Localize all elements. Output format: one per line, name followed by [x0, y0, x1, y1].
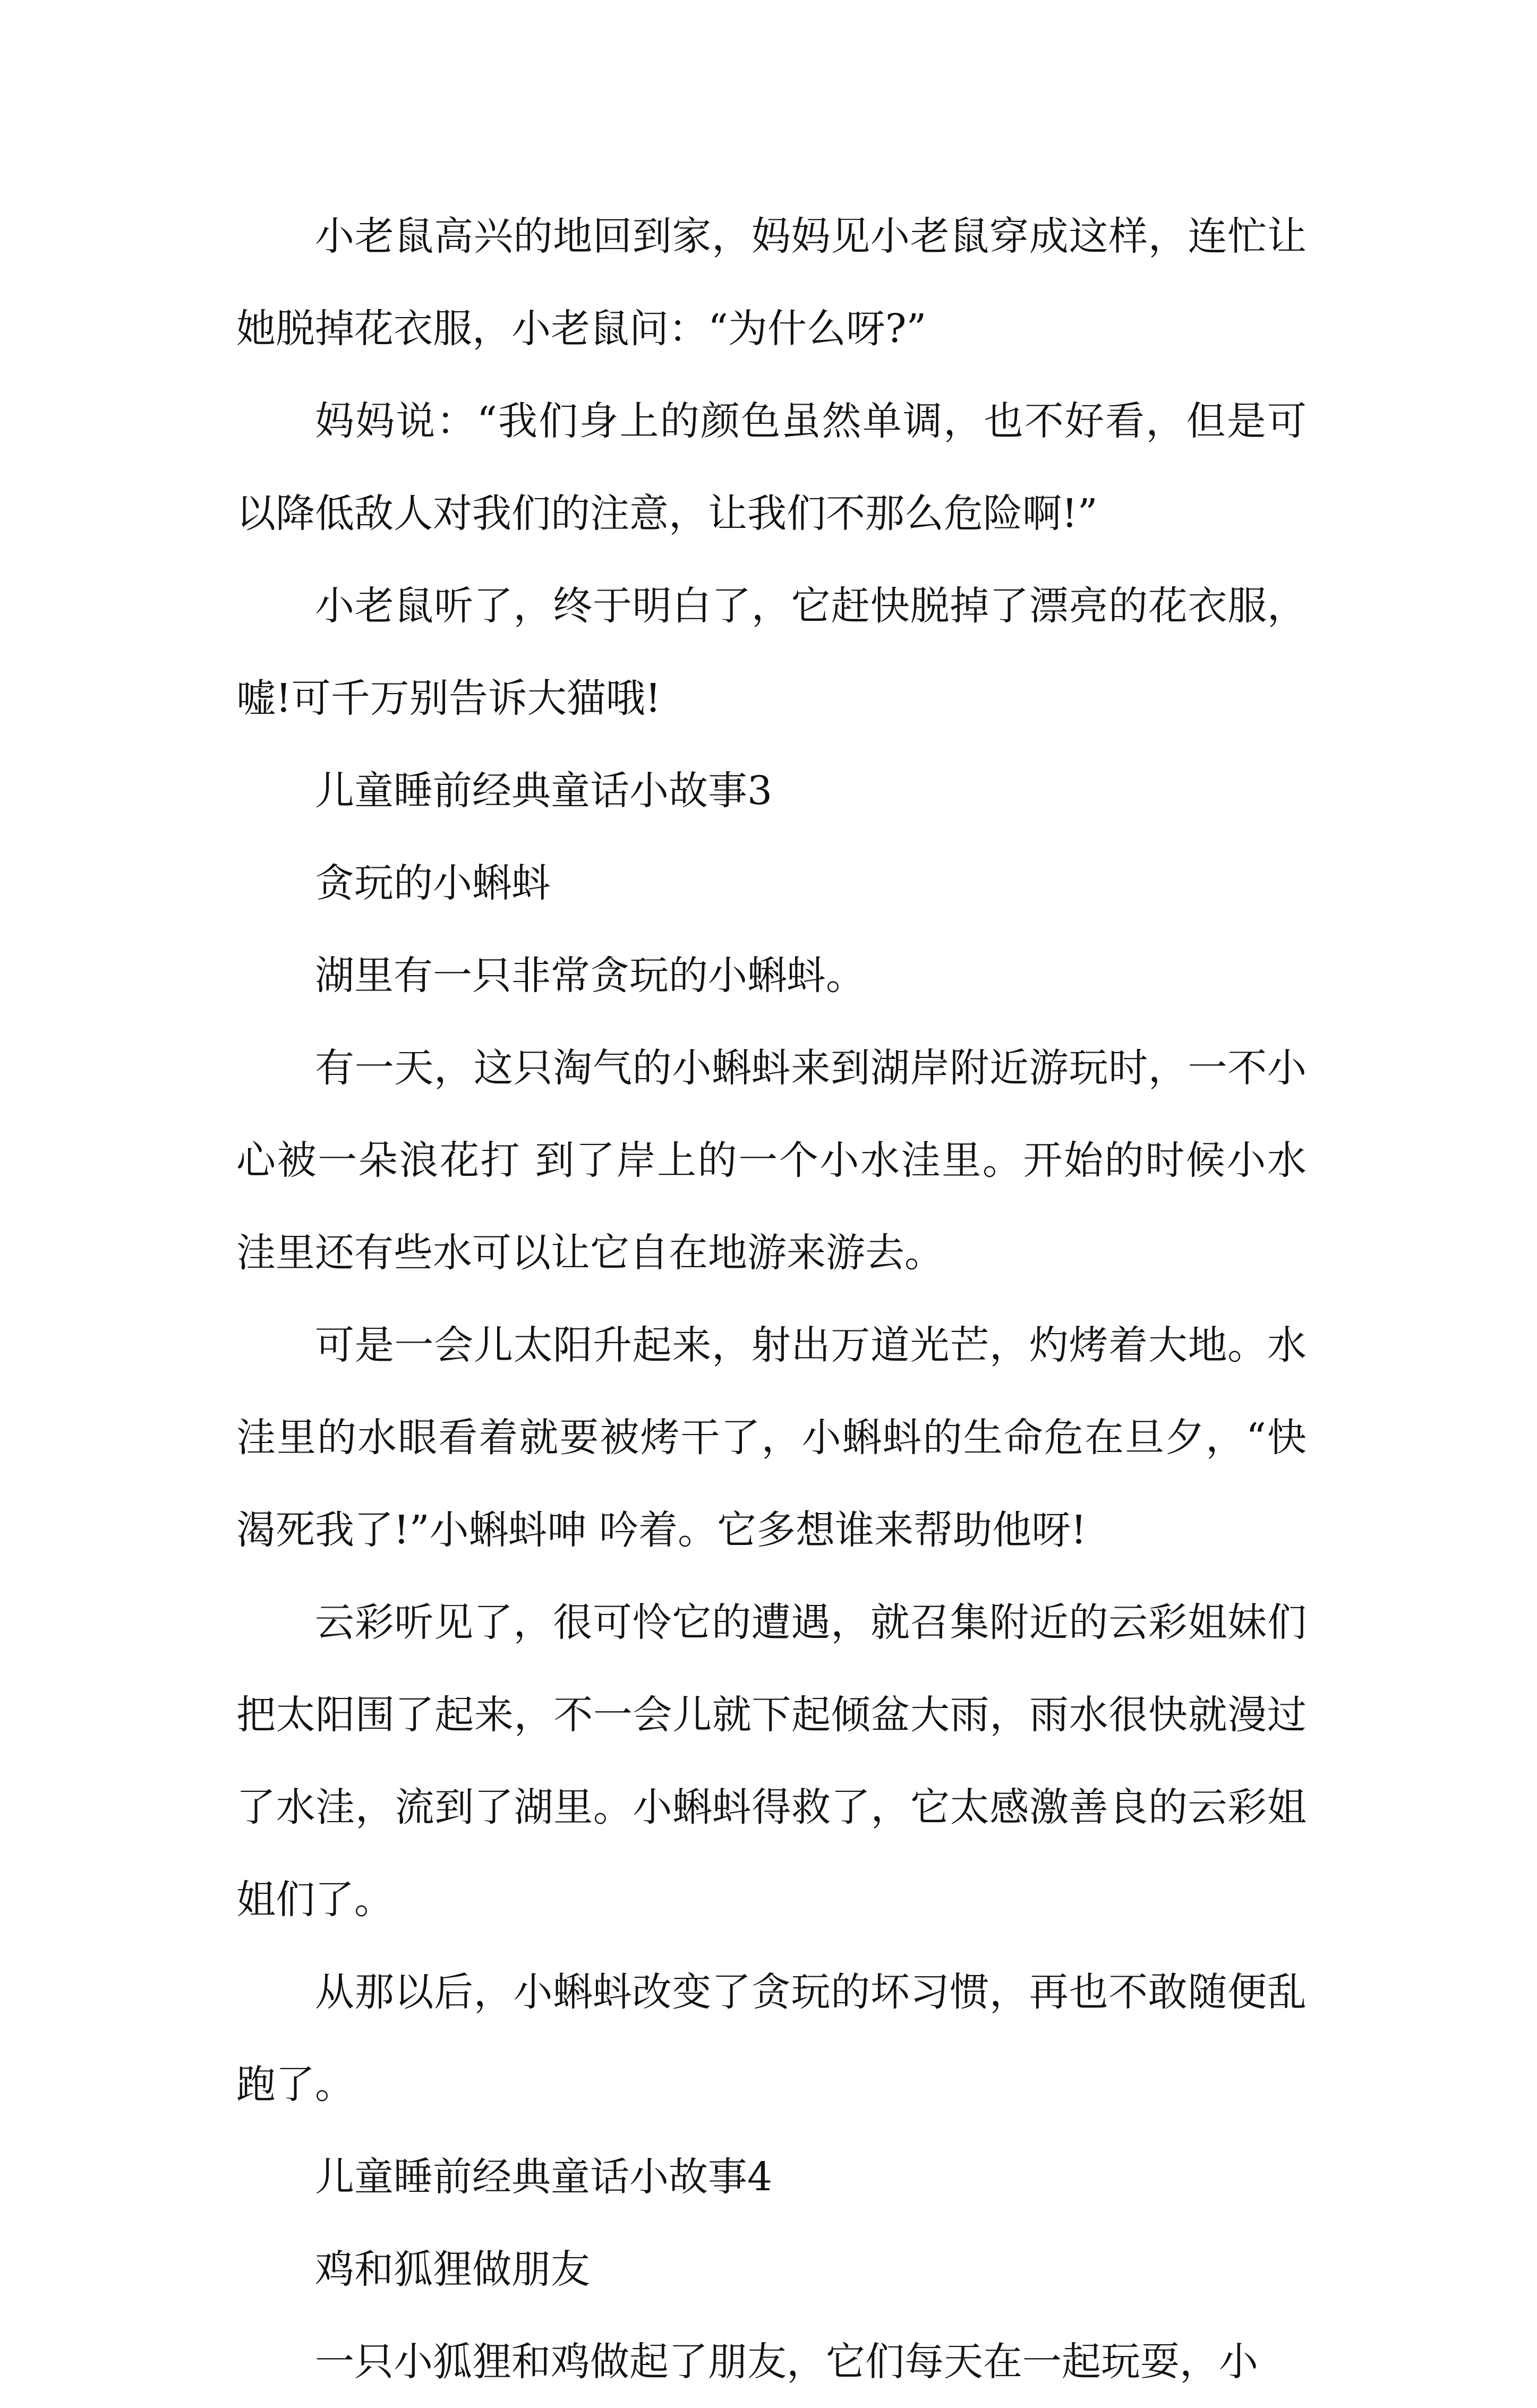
story-title: 贪玩的小蝌蚪 — [315, 860, 551, 906]
paragraph: 一只小狐狸和鸡做起了朋友，它们每天在一起玩耍，小 — [315, 2339, 1258, 2385]
document-body — [236, 190, 1307, 2408]
paragraph: 有一天，这只淘气的小蝌蚪来到湖岸附近游玩时，一不小心被一朵浪花打 到了岸上的一个小水洼里。开始的时候小水洼里还有些水可以让它自在地游来游去。 — [236, 1045, 1307, 1276]
paragraph: 可是一会儿太阳升起来，射出万道光芒，灼烤着大地。水洼里的水眼看着就要被烤干了，小蝌蚪的生命危在旦夕，“快渴死我了!”小蝌蚪呻 吟着。它多想谁来帮助他呀! — [236, 1322, 1307, 1553]
story-number-heading: 儿童睡前经典童话小故事4 — [315, 2154, 773, 2200]
story-number-heading: 儿童睡前经典童话小故事3 — [315, 768, 773, 814]
paragraph: 妈妈说：“我们身上的颜色虽然单调，也不好看，但是可以降低敌人对我们的注意，让我们不那么危险啊!” — [236, 398, 1307, 536]
story-title: 鸡和狐狸做朋友 — [315, 2247, 590, 2292]
paragraph: 小老鼠听了，终于明白了，它赶快脱掉了漂亮的花衣服，嘘!可千万别告诉大猫哦! — [236, 583, 1307, 721]
paragraph: 云彩听见了，很可怜它的遭遇，就召集附近的云彩姐妹们把太阳围了起来，不一会儿就下起倾盆大雨，雨水很快就漫过了水洼，流到了湖里。小蝌蚪得救了，它太感激善良的云彩姐姐们了。 — [236, 1600, 1307, 1923]
paragraph: 湖里有一只非常贪玩的小蝌蚪。 — [315, 953, 865, 998]
paragraph: 小老鼠高兴的地回到家，妈妈见小老鼠穿成这样，连忙让她脱掉花衣服，小老鼠问：“为什么呀?” — [236, 214, 1307, 352]
paragraph: 从那以后，小蝌蚪改变了贪玩的坏习惯，再也不敢随便乱跑了。 — [236, 1969, 1307, 2107]
